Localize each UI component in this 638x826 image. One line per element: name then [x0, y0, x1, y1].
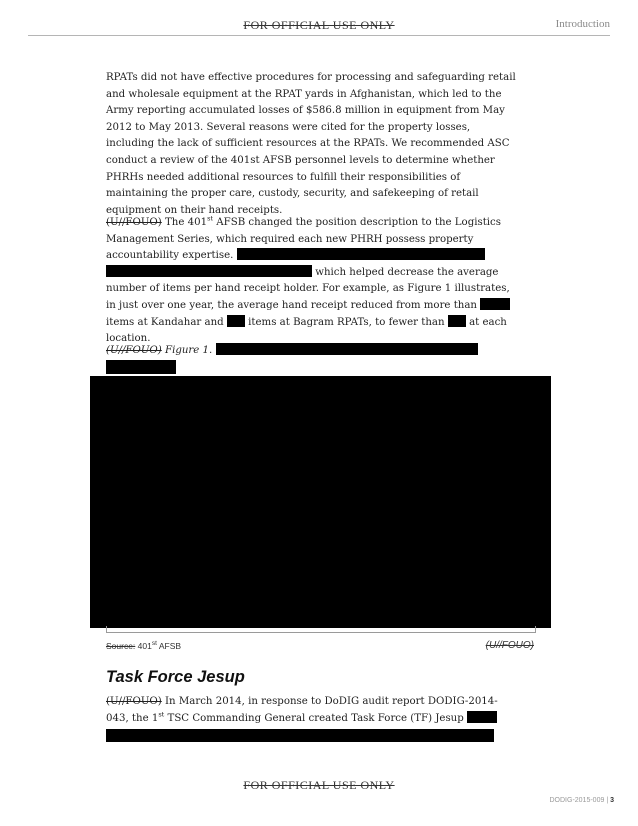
source-text: AFSB: [158, 641, 182, 651]
footer-separator: |: [606, 797, 609, 804]
superscript: st: [207, 214, 214, 223]
paragraph-text: at each location.: [106, 316, 507, 345]
paragraph-text: items at Kandahar and: [106, 316, 224, 328]
source-label: Source:: [106, 641, 136, 651]
figure-redacted-image: [90, 376, 551, 628]
figure-source: [106, 641, 181, 651]
paragraph-text: which helped decrease the average number of items per hand receipt holder. For example, as Figure 1 illustrates, in just over one year, the average hand receipt reduced from more than: [106, 266, 510, 311]
header-classification-marking: FOR OFFICIAL USE ONLY: [243, 18, 395, 32]
paragraph-text: items at Bagram RPATs, to fewer than: [248, 316, 445, 328]
figure-bottom-rule: [106, 632, 536, 633]
paragraph-task-force: [106, 694, 518, 727]
superscript: st: [158, 710, 165, 719]
figure-caption-marking: (U//FOUO): [106, 345, 162, 356]
source-text: 401: [137, 641, 152, 651]
redaction-block: [106, 265, 312, 277]
redaction-block: [227, 315, 245, 327]
redaction-block: [448, 315, 466, 327]
figure-caption: [106, 343, 518, 360]
footer-classification-marking: FOR OFFICIAL USE ONLY: [243, 778, 395, 792]
redaction-block: [467, 711, 497, 723]
figure-caption-label: Figure 1.: [165, 345, 213, 356]
header-section-title: Introduction: [555, 18, 610, 30]
paragraph-text: AFSB changed the position description to the Logistics Management Series, which required each new PHRH possess property accountability expertise.: [106, 217, 501, 262]
paragraph-rpat-losses: RPATs did not have effective procedures for processing and safeguarding retail and wholesale equipment at the RPAT yards in Afghanistan, which led to the Army reporting accumulated losses of $586.8 million in equipment from May 2012 to May 2013. Several reasons were cited for the property losses, including the lack of sufficient resources at the RPATs. We recommended ASC conduct a review of the 401st AFSB personnel levels to determine whether PHRHs needed additional resources to fulfill their responsibilities of maintaining the proper care, custody, security, and safekeeping of retail equipment on their hand receipts.: [106, 72, 516, 216]
section-heading: Task Force Jesup: [106, 668, 245, 686]
footer-page-info: [550, 797, 615, 804]
redaction-block: [480, 298, 510, 310]
paragraph-marking: (U//FOUO): [106, 696, 162, 707]
redaction-block: [106, 360, 176, 374]
footer-report-number: DODIG-2015-009: [549, 797, 605, 804]
paragraph-text: TSC Commanding General created Task Force (TF) Jesup: [167, 712, 464, 724]
redaction-block: [216, 343, 478, 355]
paragraph-marking: (U//FOUO): [106, 217, 162, 228]
superscript: st: [151, 640, 157, 648]
paragraph-text: The 401: [165, 217, 208, 228]
footer-page-number: 3: [610, 797, 614, 804]
redaction-block: [106, 729, 494, 742]
header-rule: [28, 35, 610, 36]
paragraph-text: In March 2014, in response to DoDIG audit report DODIG-2014-043, the 1: [106, 696, 498, 724]
figure-bottom-marking: (U//FOUO): [485, 640, 534, 651]
paragraph-afsb-position: [106, 215, 518, 348]
redaction-block: [237, 248, 485, 260]
